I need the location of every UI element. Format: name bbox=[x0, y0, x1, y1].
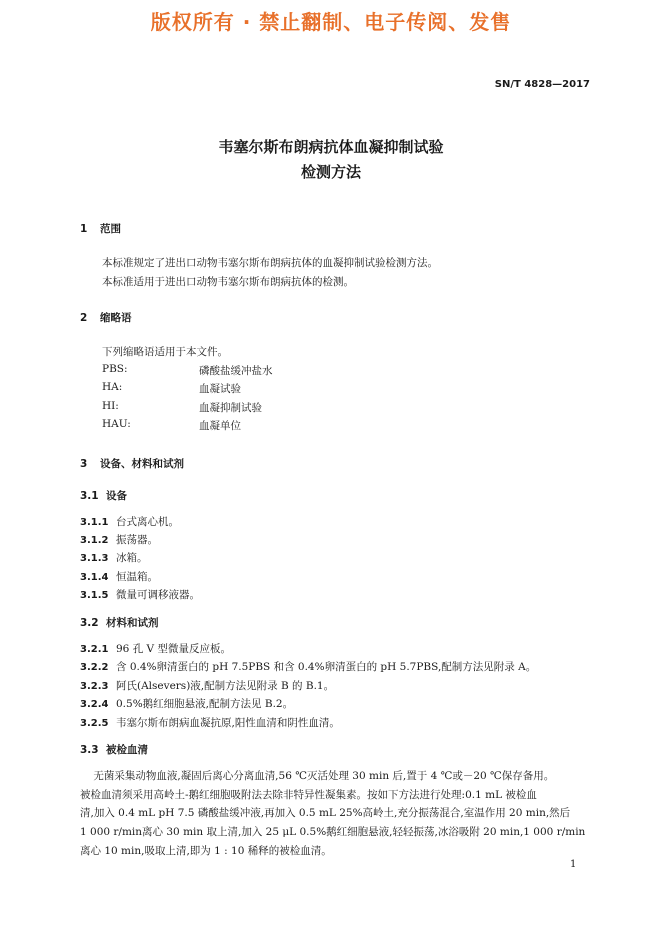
item-number: 3.2.5 bbox=[80, 718, 109, 729]
abbreviation-definition: 血凝试验 bbox=[199, 383, 241, 395]
abbreviation-row bbox=[102, 400, 262, 414]
material-item bbox=[80, 641, 231, 656]
equipment-item bbox=[80, 569, 158, 584]
item-text: 恒温箱。 bbox=[116, 571, 158, 583]
item-text: 振荡器。 bbox=[116, 534, 158, 546]
serum-paragraph-line: 被检血清须采用高岭土-鹅红细胞吸附法去除非特异性凝集素。按如下方法进行处理:0.1 mL 被检血 bbox=[80, 789, 537, 801]
section-number: 3 bbox=[80, 458, 88, 470]
section-2-heading bbox=[80, 310, 132, 325]
item-text: 台式离心机。 bbox=[116, 516, 179, 528]
abbreviation-definition: 血凝单位 bbox=[199, 420, 241, 432]
section-title: 范围 bbox=[100, 223, 121, 235]
item-text: 微量可调移液器。 bbox=[116, 589, 200, 601]
item-number: 3.1.2 bbox=[80, 535, 109, 546]
abbreviation-term: HA: bbox=[102, 381, 123, 393]
abbreviation-definition: 磷酸盐缓冲盐水 bbox=[199, 365, 273, 377]
item-text: 阿氏(Alsevers)液,配制方法见附录 B 的 B.1。 bbox=[116, 680, 335, 692]
equipment-item bbox=[80, 587, 200, 602]
equipment-item bbox=[80, 532, 158, 547]
item-number: 3.2.4 bbox=[80, 699, 109, 710]
equipment-item bbox=[80, 514, 179, 529]
scope-paragraph-1: 本标准规定了进出口动物韦塞尔斯布朗病抗体的血凝抑制试验检测方法。 bbox=[102, 257, 438, 269]
subsection-number: 3.3 bbox=[80, 744, 99, 756]
item-number: 3.2.2 bbox=[80, 662, 109, 673]
item-number: 3.1.5 bbox=[80, 590, 109, 601]
item-number: 3.2.1 bbox=[80, 644, 109, 655]
item-text: 0.5%鹅红细胞悬液,配制方法见 B.2。 bbox=[116, 698, 294, 710]
page-number: 1 bbox=[570, 859, 577, 870]
section-1-heading bbox=[80, 221, 121, 236]
material-item bbox=[80, 678, 334, 693]
section-title: 缩略语 bbox=[100, 312, 132, 324]
item-text: 冰箱。 bbox=[116, 552, 148, 564]
abbreviation-term: HI: bbox=[102, 400, 119, 412]
section-number: 2 bbox=[80, 312, 88, 324]
item-number: 3.1.4 bbox=[80, 572, 109, 583]
document-title-line1: 韦塞尔斯布朗病抗体血凝抑制试验 bbox=[218, 138, 444, 156]
material-item bbox=[80, 659, 536, 674]
subsection-3-2-heading bbox=[80, 615, 159, 630]
item-text: 韦塞尔斯布朗病血凝抗原,阳性血清和阴性血清。 bbox=[116, 717, 340, 729]
section-title: 设备、材料和试剂 bbox=[100, 458, 184, 470]
subsection-title: 被检血清 bbox=[106, 744, 148, 756]
section-3-heading bbox=[80, 456, 184, 471]
serum-paragraph-line: 离心 10 min,吸取上清,即为 1 : 10 稀释的被检血清。 bbox=[80, 845, 332, 857]
subsection-number: 3.1 bbox=[80, 490, 99, 502]
item-number: 3.1.3 bbox=[80, 553, 109, 564]
item-number: 3.1.1 bbox=[80, 517, 109, 528]
subsection-title: 材料和试剂 bbox=[106, 617, 159, 629]
abbreviation-row bbox=[102, 381, 241, 395]
abbreviation-term: HAU: bbox=[102, 418, 131, 430]
scope-paragraph-2: 本标准适用于进出口动物韦塞尔斯布朗病抗体的检测。 bbox=[102, 276, 354, 288]
subsection-number: 3.2 bbox=[80, 617, 99, 629]
subsection-title: 设备 bbox=[106, 490, 127, 502]
item-text: 含 0.4%卵清蛋白的 pH 7.5PBS 和含 0.4%卵清蛋白的 pH 5.7PBS,配制方法见附录 A。 bbox=[116, 661, 537, 673]
document-title-line2: 检测方法 bbox=[300, 163, 361, 181]
subsection-3-1-heading bbox=[80, 488, 127, 503]
item-text: 96 孔 V 型微量反应板。 bbox=[116, 643, 231, 655]
abbreviation-definition: 血凝抑制试验 bbox=[199, 402, 262, 414]
abbreviation-term: PBS: bbox=[102, 363, 128, 375]
serum-paragraph-line: 1 000 r/min离心 30 min 取上清,加入 25 μL 0.5%鹅红细胞悬液,轻轻振荡,冰浴吸附 20 min,1 000 r/min bbox=[80, 826, 586, 838]
abbreviation-row bbox=[102, 418, 241, 432]
item-number: 3.2.3 bbox=[80, 681, 109, 692]
material-item bbox=[80, 696, 293, 711]
standard-code: SN/T 4828—2017 bbox=[494, 79, 590, 90]
equipment-item bbox=[80, 550, 148, 565]
section-number: 1 bbox=[80, 223, 88, 235]
serum-paragraph-line: 无菌采集动物血液,凝固后离心分离血清,56 ℃灭活处理 30 min 后,置于 4 ℃或－20 ℃保存备用。 bbox=[80, 770, 555, 782]
abbreviations-intro: 下列缩略语适用于本文件。 bbox=[102, 346, 228, 358]
subsection-3-3-heading bbox=[80, 742, 148, 757]
copyright-watermark: 版权所有 · 禁止翻制、电子传阅、发售 bbox=[150, 10, 512, 34]
abbreviation-row bbox=[102, 363, 273, 377]
serum-paragraph-line: 清,加入 0.4 mL pH 7.5 磷酸盐缓冲液,再加入 0.5 mL 25%高岭土,充分振荡混合,室温作用 20 min,然后 bbox=[80, 807, 571, 819]
material-item bbox=[80, 715, 340, 730]
